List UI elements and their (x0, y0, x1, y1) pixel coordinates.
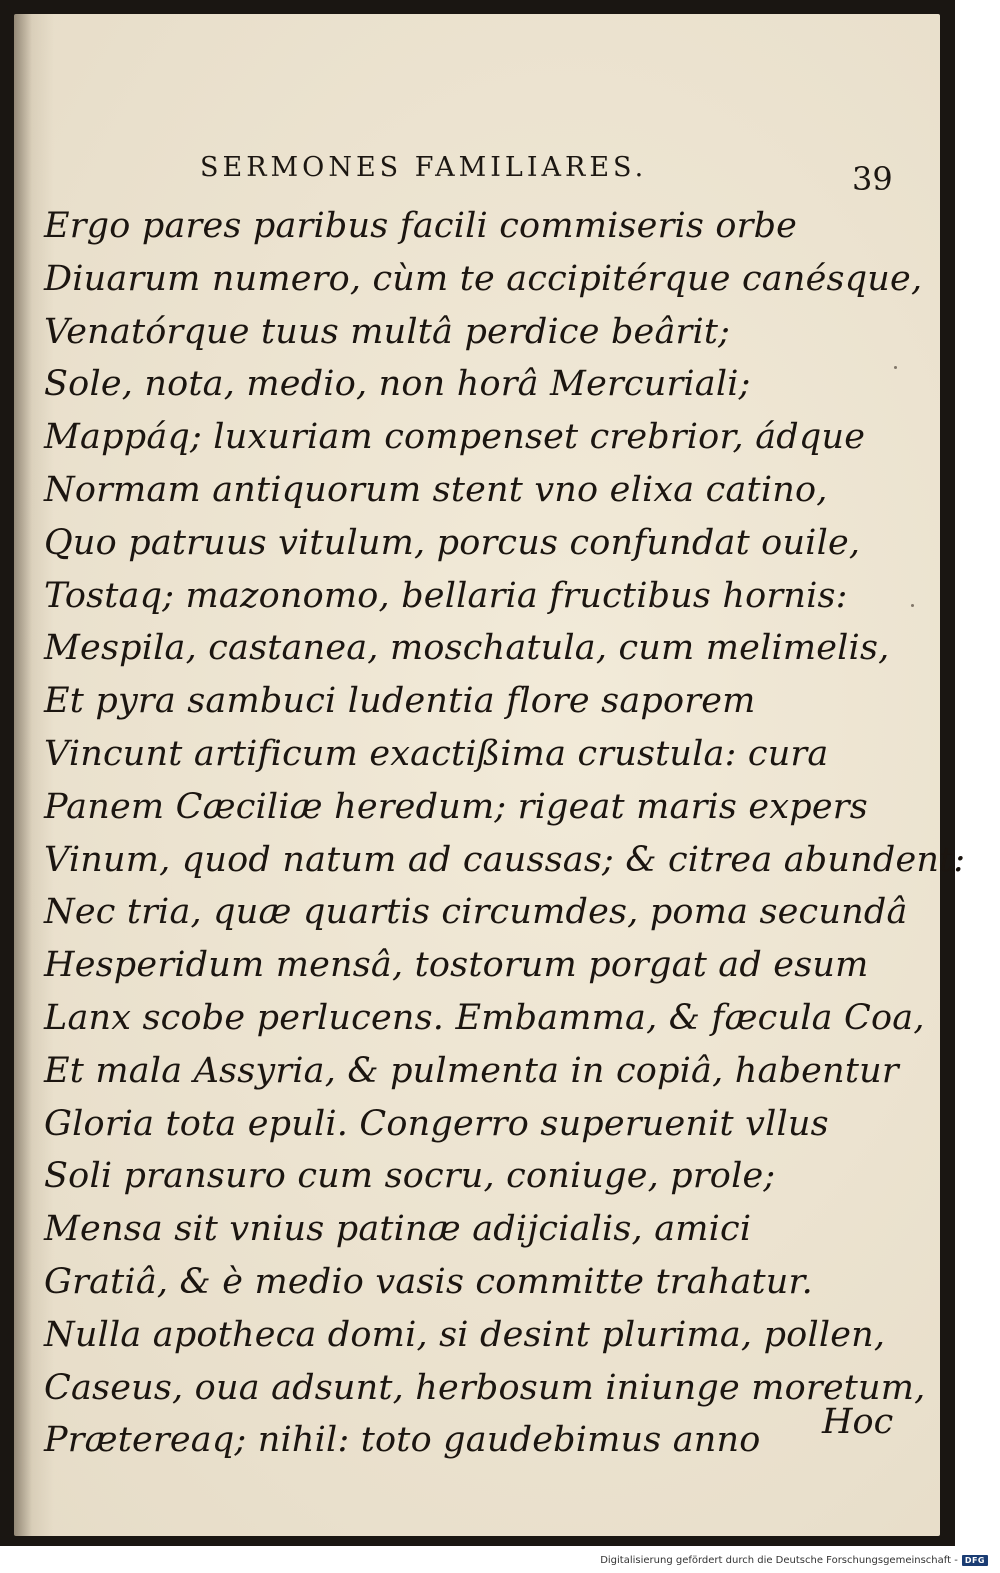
verse-line: Sole, nota, medio, non horâ Mercuriali; (44, 364, 751, 405)
verse-line: Venatórque tuus multâ perdice beârit; (44, 311, 731, 352)
verse-line: Quo patruus vitulum, porcus confundat ouile, (44, 522, 861, 563)
page-number: 39 (852, 160, 893, 198)
dfg-logo-icon: DFG (962, 1555, 988, 1566)
verse-line: Nec tria, quæ quartis circumdes, poma secundâ (44, 892, 908, 933)
verse-line: Vincunt artificum exactißima crustula: cura (44, 733, 829, 774)
book-page (14, 14, 966, 1536)
verse-line: Vinum, quod natum ad caussas; & citrea abundent: (44, 839, 966, 880)
running-title: SERMONES FAMILIARES. (200, 152, 648, 183)
verse-line: Mensa sit vnius patinæ adijcialis, amici (44, 1209, 752, 1250)
verse-line: Tostaq; mazonomo, bellaria fructibus hornis: (44, 575, 848, 616)
verse-line: Mespila, castanea, moschatula, cum melimelis, (44, 628, 890, 669)
verse-line: Ergo pares paribus facili commiseris orbe (44, 206, 798, 246)
verse-line: Mappáq; luxuriam compenset crebrior, ádque (44, 417, 866, 458)
verse-line: Et pyra sambuci ludentia flore saporem (44, 681, 756, 722)
catchword: Hoc (822, 1402, 894, 1442)
spine-shadow (14, 14, 32, 1536)
funding-credit: Digitalisierung gefördert durch die Deutsche Forschungsgemeinschaft - (600, 1555, 958, 1566)
verse-line: Soli pransuro cum socru, coniuge, prole; (44, 1156, 776, 1197)
verse-line: Diuarum numero, cùm te accipitérque canésque, (44, 258, 923, 299)
digitization-footer (0, 1548, 1000, 1573)
verse-line: Nulla apotheca domi, si desint plurima, pollen, (44, 1314, 886, 1355)
paper-speck (911, 604, 914, 607)
verse-line: Gratiâ, & è medio vasis committe trahatur. (44, 1261, 813, 1302)
verse-line: Gloria tota epuli. Congerro superuenit vllus (44, 1103, 829, 1144)
verse-line: Caseus, oua adsunt, herbosum iniunge moretum, (44, 1367, 926, 1408)
verse-line: Panem Cæciliæ heredum; rigeat maris expers (44, 786, 868, 827)
verse-text (44, 200, 965, 1467)
verse-line: Normam antiquorum stent vno elixa catino, (44, 469, 828, 510)
verse-line: Hesperidum mensâ, tostorum porgat ad esum (44, 945, 869, 986)
verse-line: Prætereaq; nihil: toto gaudebimus anno (44, 1420, 761, 1461)
paper-speck (894, 366, 897, 369)
verse-line: Lanx scobe perlucens. Embamma, & fæcula Coa, (44, 997, 925, 1038)
verse-line: Et mala Assyria, & pulmenta in copiâ, habentur (44, 1050, 899, 1091)
